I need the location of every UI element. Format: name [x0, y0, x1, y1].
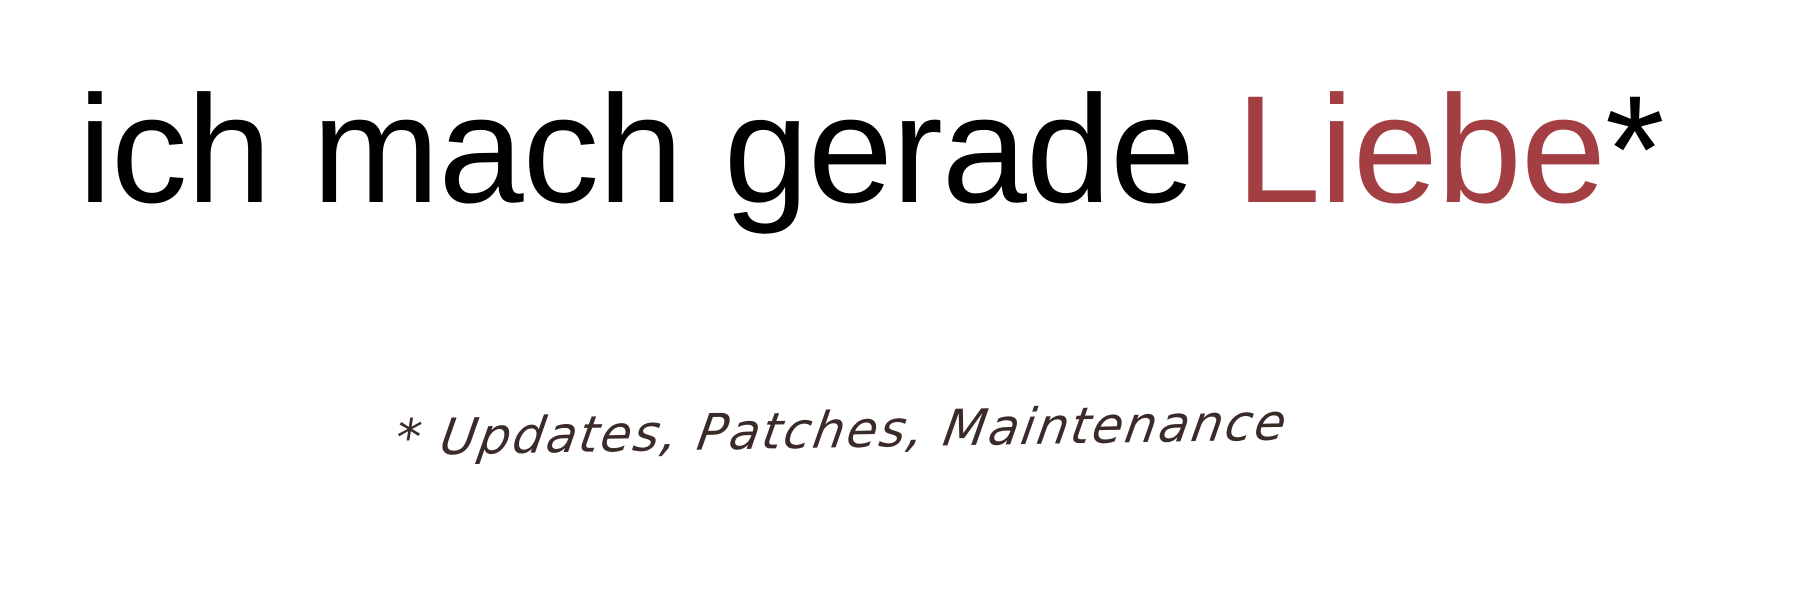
handwritten-footnote: * Updates, Patches, Maintenance — [391, 393, 1293, 468]
headline-accent-word: Liebe — [1235, 64, 1606, 235]
headline-asterisk: * — [1605, 64, 1664, 235]
headline — [78, 58, 1664, 242]
headline-lead-text: ich mach gerade — [78, 64, 1236, 235]
